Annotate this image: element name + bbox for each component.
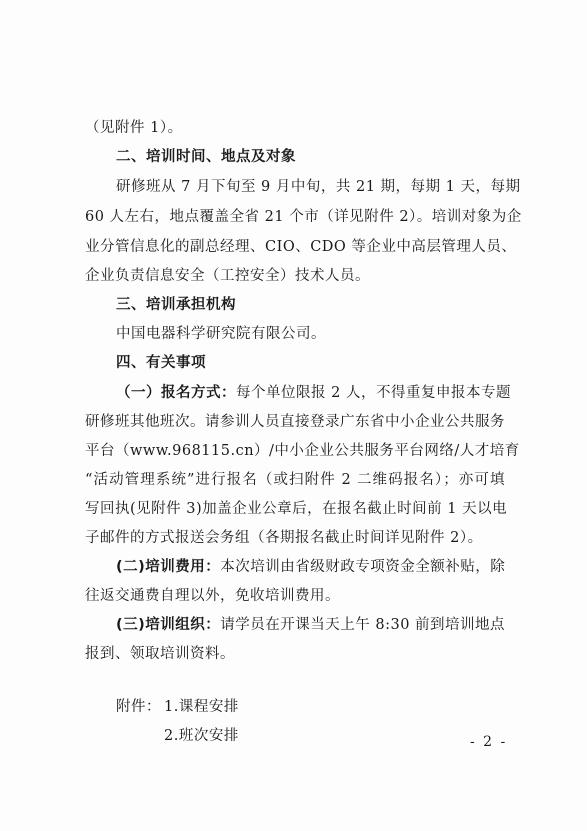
paragraph-line: 研修班从 7 月下旬至 9 月中旬，共 21 期，每期 1 天，每期 (116, 179, 521, 195)
subsection-line (116, 557, 505, 577)
paragraph-line: 写回执(见附件 3)加盖企业公章后，在报名截止时间前 1 天以电 (85, 501, 508, 517)
subsection-line (116, 615, 505, 635)
page-number: - 2 - (470, 734, 508, 750)
attachment-item-2: 2.班次安排 (164, 728, 239, 744)
attachment-item-1: 1.课程安排 (164, 699, 239, 715)
section-heading-4: 四、有关事项 (116, 355, 206, 371)
paragraph-line: （见附件 1）。 (85, 120, 183, 136)
paragraph-line: 企业负责信息安全（工控安全）技术人员。 (85, 268, 370, 284)
paragraph-line: 中国电器科学研究院有限公司。 (116, 326, 326, 342)
paragraph-line: 报到、领取培训资料。 (85, 646, 235, 662)
attachments-label: 附件： (116, 699, 161, 715)
subsection-label-organization: (三)培训组织： (116, 617, 221, 633)
section-heading-2: 二、培训时间、地点及对象 (116, 149, 296, 165)
paragraph-line: 子邮件的方式报送会务组（各期报名截止时间详见附件 2）。 (85, 530, 483, 546)
paragraph-line: 研修班其他班次。请参训人员直接登录广东省中小企业公共服务 (85, 414, 505, 430)
paragraph-line: 60 人左右，地点覆盖全省 21 个市（详见附件 2）。培训对象为企 (85, 209, 522, 225)
paragraph-line: 平台（www.968115.cn）/中小企业公共服务平台网络/人才培育 (85, 443, 520, 459)
paragraph-line: 业分管信息化的副总经理、CIO、CDO 等企业中高层管理人员、 (85, 239, 517, 255)
section-heading-3: 三、培训承担机构 (116, 297, 236, 313)
subsection-line (116, 383, 511, 403)
subsection-text: 每个单位限报 2 人，不得重复申报本专题 (236, 385, 511, 401)
subsection-text: 请学员在开课当天上午 8:30 前到培训地点 (220, 617, 506, 633)
subsection-label-fees: (二)培训费用： (116, 559, 221, 575)
paragraph-line: 往返交通费自理以外，免收培训费用。 (85, 588, 340, 604)
paragraph-line: “活动管理系统”进行报名（或扫附件 2 二维码报名）；亦可填 (85, 472, 505, 488)
subsection-text: 本次培训由省级财政专项资金全额补贴，除 (220, 559, 506, 575)
subsection-label-registration: （一）报名方式： (116, 385, 236, 401)
